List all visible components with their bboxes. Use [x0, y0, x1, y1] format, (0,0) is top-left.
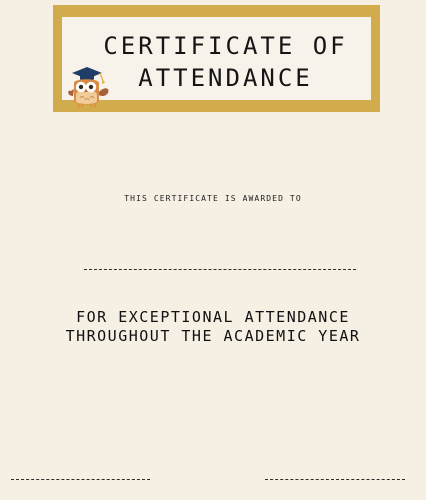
attendance-reason — [0, 308, 426, 346]
recipient-name-line — [84, 269, 356, 270]
attendance-reason-line-2: THROUGHOUT THE ACADEMIC YEAR — [65, 327, 361, 345]
certificate-title-line-2: ATTENDANCE — [138, 64, 313, 92]
certificate-title-line-1: CERTIFICATE OF — [103, 32, 348, 60]
title-frame — [53, 5, 380, 112]
right-signature-line — [265, 479, 405, 480]
attendance-reason-line-1: FOR EXCEPTIONAL ATTENDANCE — [76, 308, 350, 326]
title-panel — [62, 17, 371, 100]
left-signature-line — [11, 479, 150, 480]
awarded-to-text: THIS CERTIFICATE IS AWARDED TO — [124, 194, 302, 203]
